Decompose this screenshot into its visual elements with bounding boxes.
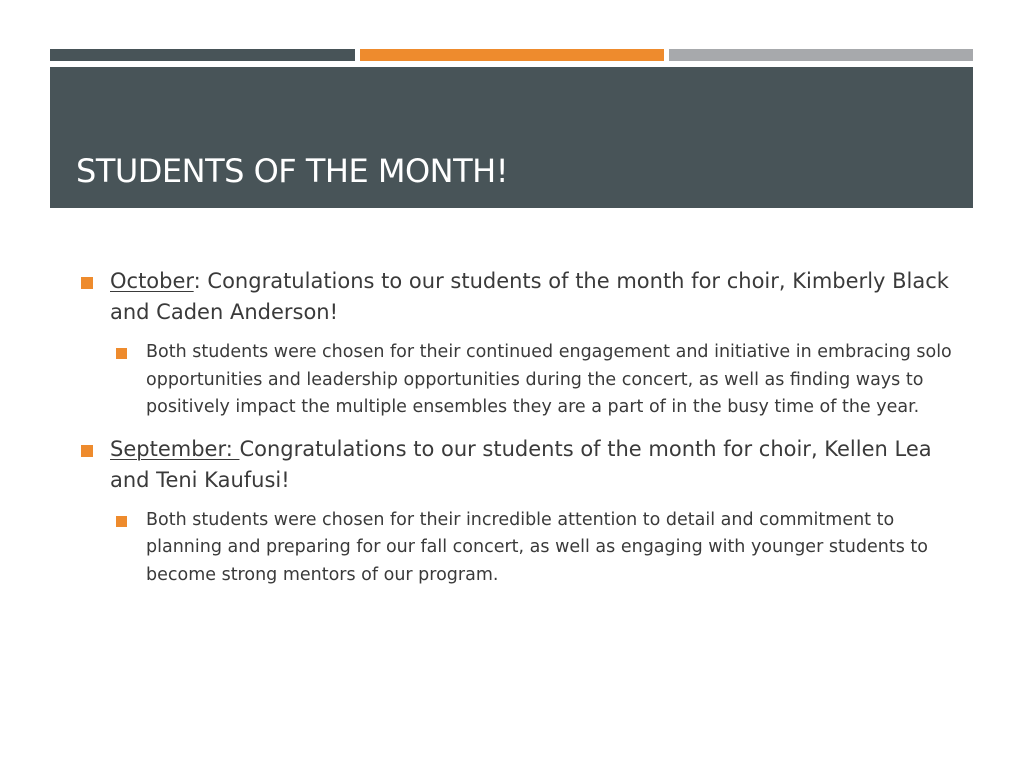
slide-content [80,266,960,601]
sub-bullet-item-october [80,339,960,422]
month-label: September: [110,436,240,461]
sub-bullet-text: Both students were chosen for their continued engagement and initiative in embracing solo opportunities and leadership opportunities during the concert, as well as finding ways to positively impact the multiple ensembles they are a part of in the busy time of the year. [146,342,952,417]
sub-bullet-item-september [80,507,960,590]
title-band [50,67,973,208]
bullet-item-september [80,434,960,496]
square-bullet-icon [81,445,93,457]
accent-bar-dark [50,49,355,61]
bullet-text: Congratulations to our students of the month for choir, Kellen Lea and Teni Kaufusi! [110,436,932,492]
square-bullet-icon [116,348,127,359]
bullet-text: : Congratulations to our students of the month for choir, Kimberly Black and Caden Anderson! [110,269,949,324]
bullet-item-october [80,266,960,328]
square-bullet-icon [116,516,127,527]
accent-bar-orange [360,49,664,61]
month-label: October [110,269,194,293]
sub-bullet-text: Both students were chosen for their incredible attention to detail and commitment to planning and preparing for our fall concert, as well as engaging with younger students to become strong mentors of our program. [146,509,928,585]
accent-bar-gray [669,49,973,61]
slide-title: STUDENTS OF THE MONTH! [76,152,509,190]
square-bullet-icon [81,277,93,289]
